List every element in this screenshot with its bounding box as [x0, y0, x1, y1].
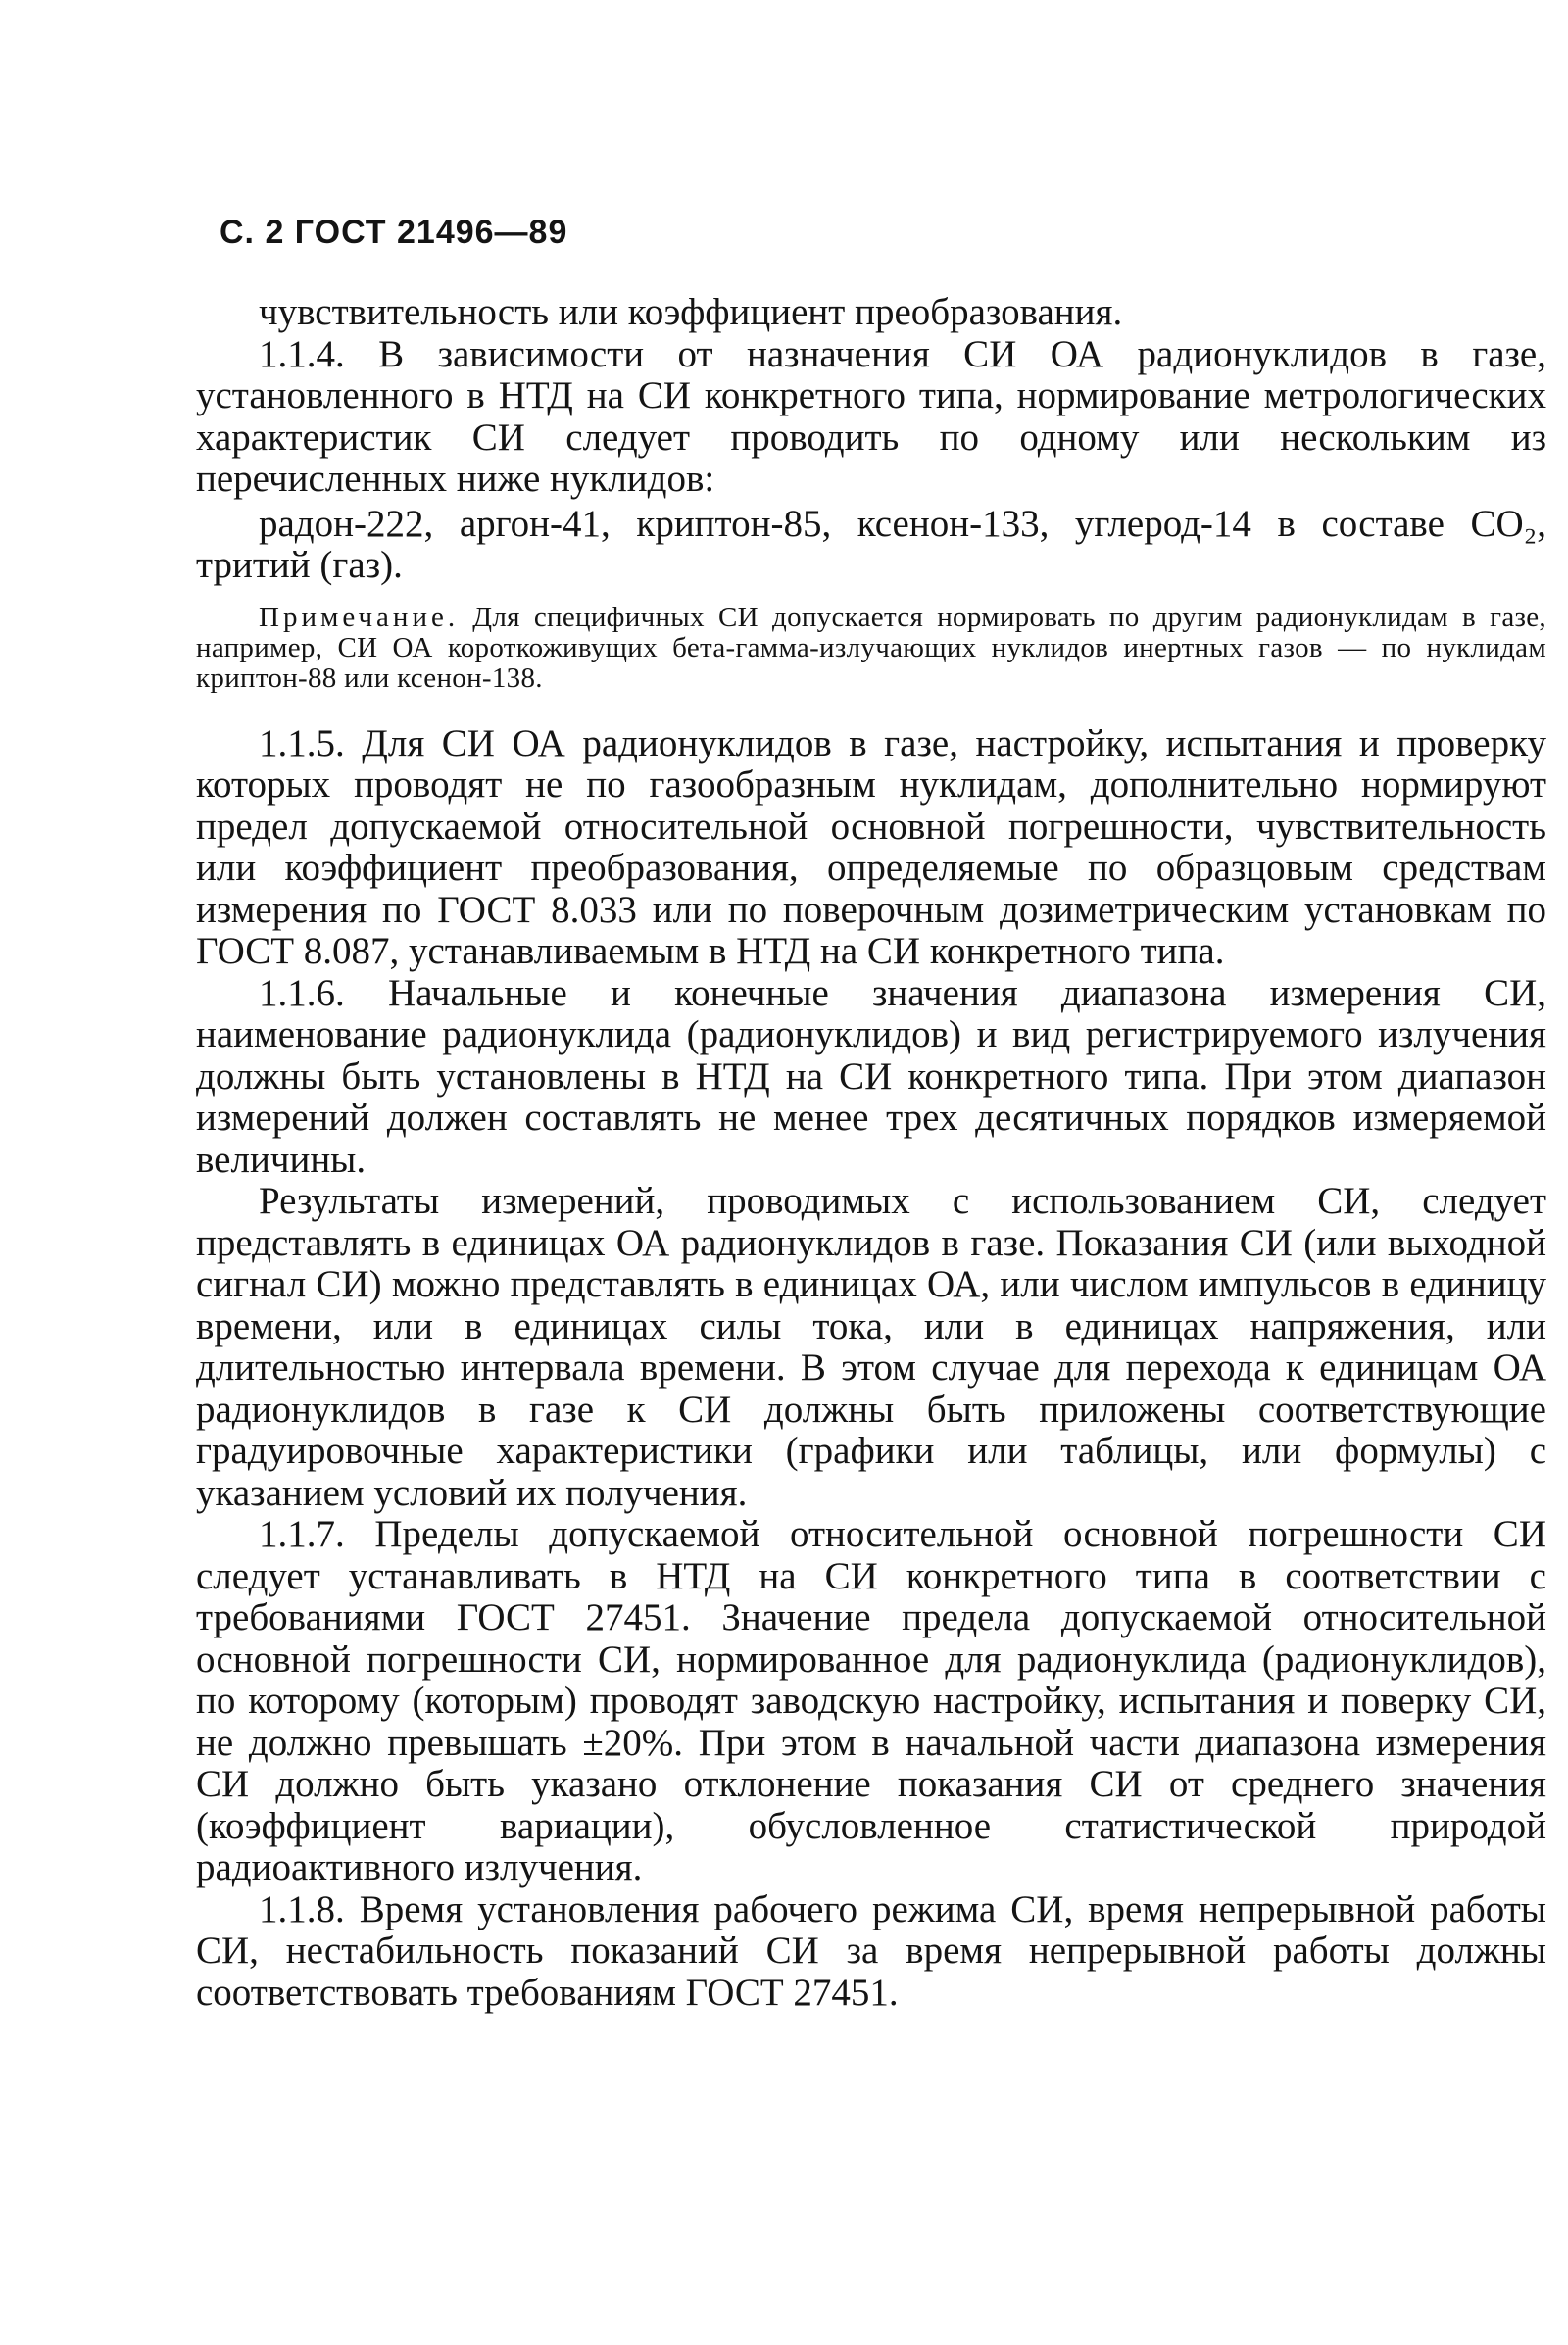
- paragraph-1-1-5: 1.1.5. Для СИ ОА радионуклидов в газе, настройку, испытания и проверку которых проводят не по газообразным нуклидам, дополнительно нормируют предел допускаемой относительной основной погрешности, чувствительность или коэффициент преобразования, определяемые по образцовым средствам измерения по ГОСТ 8.033 или по поверочным дозиметрическим установкам по ГОСТ 8.087, устанавливаемым в НТД на СИ конкретного типа.: [196, 721, 1546, 972]
- running-head: С. 2 ГОСТ 21496—89: [220, 214, 568, 251]
- paragraph-continuation: чувствительность или коэффициент преобразования.: [259, 291, 1123, 333]
- document-page: [196, 0, 1568, 2345]
- paragraph-results: Результаты измерений, проводимых с использованием СИ, следует представлять в единицах ОА радионуклидов в газе. Показания СИ (или выходной сигнал СИ) можно представлять в единицах ОА, или числом импульсов в единицу времени, или в единицах силы тока, или в единицах напряжения, или длительностью интервала времени. В этом случае для перехода к единицам ОА радионуклидов в газе к СИ должны быть приложены соответствующие градуировочные характеристики (графики или таблицы, или формулы) с указанием условий их получения.: [196, 1180, 1546, 1514]
- note-text: Для специфичных СИ допускается нормировать по другим радионуклидам в газе, например, СИ ОА короткоживущих бета-гамма-излучающих нуклидов инертных газов — по нуклидам криптон-88 или ксенон-138.: [196, 601, 1546, 694]
- nuclide-list: радон-222, аргон-41, криптон-85, ксенон-133, углерод-14 в составе CO₂, тритий (газ).: [196, 502, 1546, 586]
- paragraph-1-1-7: 1.1.7. Пределы допускаемой относительной основной погрешности СИ следует устанавливать в НТД на СИ конкретного типа в соответствии с требованиями ГОСТ 27451. Значение предела допускаемой относительной основной погрешности СИ, нормированное для радионуклида (радионуклидов), по которому (которым) проводят заводскую настройку, испытания и поверку СИ, не должно превышать ±20%. При этом в начальной части диапазона измерения СИ должно быть указано отклонение показания СИ от среднего значения (коэффициент вариации), обусловленное статистической природой радиоактивного излучения.: [196, 1513, 1546, 1888]
- body-text: [196, 292, 1546, 2014]
- note-label: Примечание.: [259, 601, 460, 633]
- paragraph-1-1-4: 1.1.4. В зависимости от назначения СИ ОА радионуклидов в газе, установленного в НТД на СИ конкретного типа, нормирование метрологических характеристик СИ следует проводить по одному или нескольким из перечисленных ниже нуклидов:: [196, 332, 1546, 500]
- paragraph-1-1-8: 1.1.8. Время установления рабочего режима СИ, время непрерывной работы СИ, нестабильность показаний СИ за время непрерывной работы должны соответствовать требованиям ГОСТ 27451.: [196, 1887, 1546, 2014]
- note: [196, 603, 1546, 694]
- paragraph-1-1-6: 1.1.6. Начальные и конечные значения диапазона измерения СИ, наименование радионуклида (радионуклидов) и вид регистрируемого излучения должны быть установлены в НТД на СИ конкретного типа. При этом диапазон измерений должен составлять не менее трех десятичных порядков измеряемой величины.: [196, 971, 1546, 1181]
